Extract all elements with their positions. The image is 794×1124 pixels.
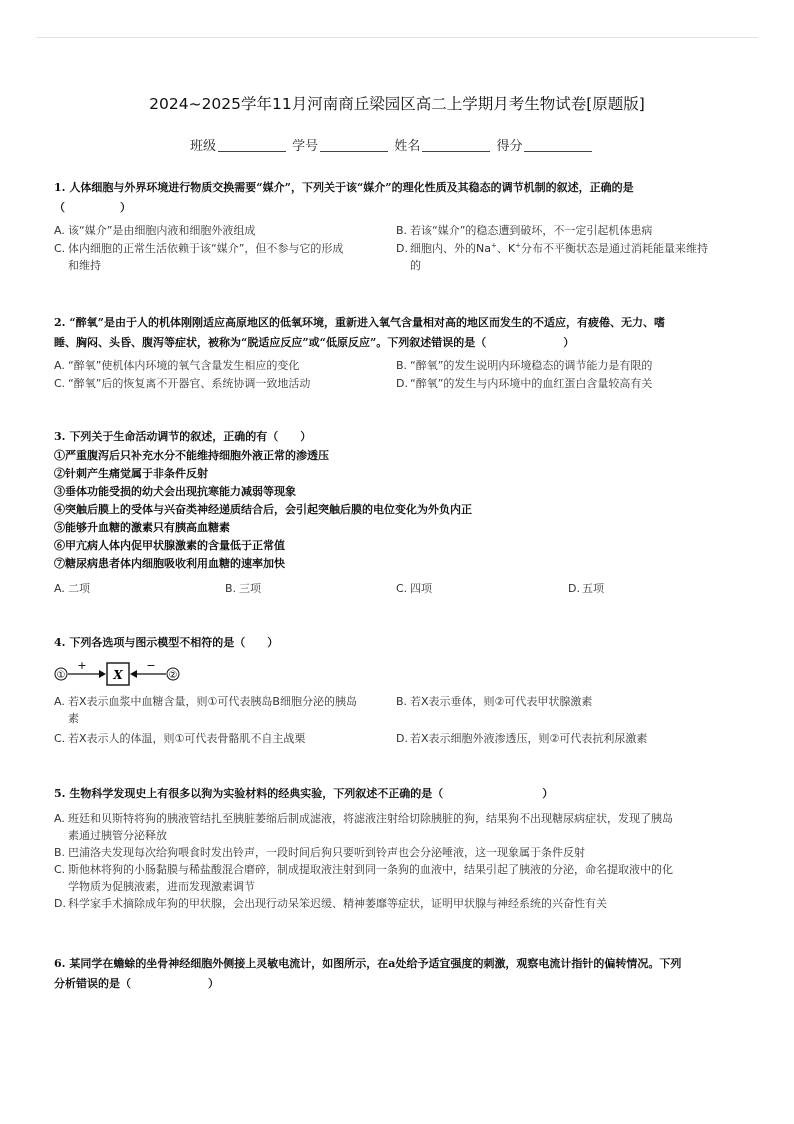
question-5-options — [54, 810, 744, 912]
class-label: 班级 — [190, 139, 217, 154]
feedback-model-diagram — [54, 660, 194, 688]
option-b[interactable]: B. 三项 — [225, 582, 261, 595]
statement-1: ①严重腹泻后只补充水分不能维持细胞外液正常的渗透压 — [54, 449, 329, 462]
question-4-options — [54, 693, 744, 749]
question-1 — [54, 178, 744, 278]
option-d[interactable]: D. 细胞内、外的Na+、K+分布不平衡状态是通过消耗能量来维持 的 — [396, 241, 708, 272]
question-2-options — [54, 357, 744, 397]
question-4-options-block — [54, 693, 744, 749]
option-d[interactable]: D. 若X表示细胞外液渗透压，则②可代表抗利尿激素 — [396, 732, 648, 745]
arrow-right-head — [130, 670, 137, 678]
question-5-stem: 5. 生物科学发现史上有很多以狗为实验材料的经典实验，下列叙述不正确的是（ ） — [54, 787, 554, 800]
question-6-stem: 6. 某同学在蟾蜍的坐骨神经细胞外侧接上灵敏电流计，如图所示，在a处给予适宜强度的刺激，观察电流计指针的偏转情况。下列 分析错误的是（ ） — [54, 957, 682, 990]
score-blank[interactable] — [524, 139, 592, 152]
statement-7: ⑦糖尿病患者体内细胞吸收利用血糖的速率加快 — [54, 557, 285, 570]
option-d[interactable]: D. 科学家手术摘除成年狗的甲状腺，会出现行动呆笨迟缓、精神萎靡等症状，证明甲状腺与神经系统的兴奋性有关 — [54, 897, 607, 910]
number-label: 学号 — [292, 139, 319, 154]
option-b[interactable]: B. 若该“媒介”的稳态遭到破坏，不一定引起机体患病 — [396, 224, 653, 237]
question-1-stem: 1. 人体细胞与外界环境进行物质交换需要“媒介”，下列关于该“媒介”的理化性质及其稳态的调节机制的叙述，正确的是 （ ） — [54, 181, 634, 214]
statement-4: ④突触后膜上的受体与兴奋类神经递质结合后，会引起突触后膜的电位变化为外负内正 — [54, 503, 472, 516]
option-a[interactable]: A. 班廷和贝斯特将狗的胰液管结扎至胰脏萎缩后制成滤液，将滤液注射给切除胰脏的狗，结果狗不出现糖尿病症状，发现了胰岛 素通过胰管分泌释放 — [54, 812, 673, 842]
name-label: 姓名 — [394, 139, 421, 154]
option-a[interactable]: A. 二项 — [54, 582, 90, 595]
arrow-left-head — [99, 670, 106, 678]
statement-2: ②针刺产生痛觉属于非条件反射 — [54, 467, 208, 480]
option-a[interactable]: A. 若X表示血浆中血糖含量，则①可代表胰岛B细胞分泌的胰岛 素 — [54, 695, 357, 725]
question-5 — [54, 784, 744, 912]
option-a[interactable]: A. 该“媒介”是由细胞内液和细胞外液组成 — [54, 224, 256, 237]
question-4-stem: 4. 下列各选项与图示模型不相符的是（ ） — [54, 636, 279, 649]
question-6 — [54, 954, 744, 994]
x-label: X — [113, 668, 123, 682]
option-c[interactable]: C. 若X表示人的体温，则①可代表骨骼肌不自主战栗 — [54, 732, 306, 745]
question-3-stem: 3. 下列关于生命活动调节的叙述，正确的有（ ） — [54, 430, 312, 443]
question-1-options — [54, 222, 744, 278]
question-2 — [54, 313, 744, 397]
option-d[interactable]: D. 五项 — [568, 582, 604, 595]
question-2-stem: 2. “醉氧”是由于人的机体刚刚适应高原地区的低氧环境，重新进入氧气含量相对高的地区而发生的不适应，有疲倦、无力、嗜 睡、胸闷、头昏、腹泻等症状，被称为“脱适应反应”或“低原反应”。下列叙述错误的是（ ） — [54, 316, 665, 349]
option-a[interactable]: A. “醉氧”使机体内环境的氧气含量发生相应的变化 — [54, 359, 300, 372]
minus-sign: − — [146, 660, 156, 672]
node-1-label: ① — [56, 670, 66, 681]
class-blank[interactable] — [218, 139, 286, 152]
option-c[interactable]: C. 体内细胞的正常生活依赖于该“媒介”，但不参与它的形成 和维持 — [54, 242, 344, 272]
option-b[interactable]: B. 若X表示垂体，则②可代表甲状腺激素 — [396, 695, 593, 708]
option-b[interactable]: B. “醉氧”的发生说明内环境稳态的调节能力是有限的 — [396, 359, 653, 372]
option-c[interactable]: C. 四项 — [396, 582, 432, 595]
option-b[interactable]: B. 巴浦洛夫发现每次给狗喂食时发出铃声，一段时间后狗只要听到铃声也会分泌唾液，这一现象属于条件反射 — [54, 846, 585, 859]
statement-list — [54, 447, 744, 573]
score-label: 得分 — [496, 139, 523, 154]
question-3-options — [54, 580, 744, 600]
plus-sign: + — [77, 660, 87, 672]
number-blank[interactable] — [320, 139, 388, 152]
option-d[interactable]: D. “醉氧”的发生与内环境中的血红蛋白含量较高有关 — [396, 377, 653, 390]
question-4 — [54, 633, 744, 653]
option-c[interactable]: C. 斯他林将狗的小肠黏膜与稀盐酸混合磨碎，制成提取液注射到同一条狗的血液中，结果引起了胰液的分泌，命名提取液中的化 学物质为促胰液素，进而发现激素调节 — [54, 863, 673, 893]
page-title: 2024~2025学年11月河南商丘梁园区高二上学期月考生物试卷[原题版] — [149, 95, 645, 113]
option-c[interactable]: C. “醉氧”后的恢复离不开器官、系统协调一致地活动 — [54, 377, 311, 390]
statement-5: ⑤能够升血糖的激素只有胰高血糖素 — [54, 521, 230, 534]
question-3 — [54, 427, 744, 600]
top-divider — [36, 37, 758, 38]
statement-6: ⑥甲亢病人体内促甲状腺激素的含量低于正常值 — [54, 539, 285, 552]
node-2-label: ② — [168, 670, 178, 681]
statement-3: ③垂体功能受损的幼犬会出现抗寒能力减弱等现象 — [54, 485, 296, 498]
name-blank[interactable] — [422, 139, 490, 152]
student-info-line — [190, 135, 594, 154]
